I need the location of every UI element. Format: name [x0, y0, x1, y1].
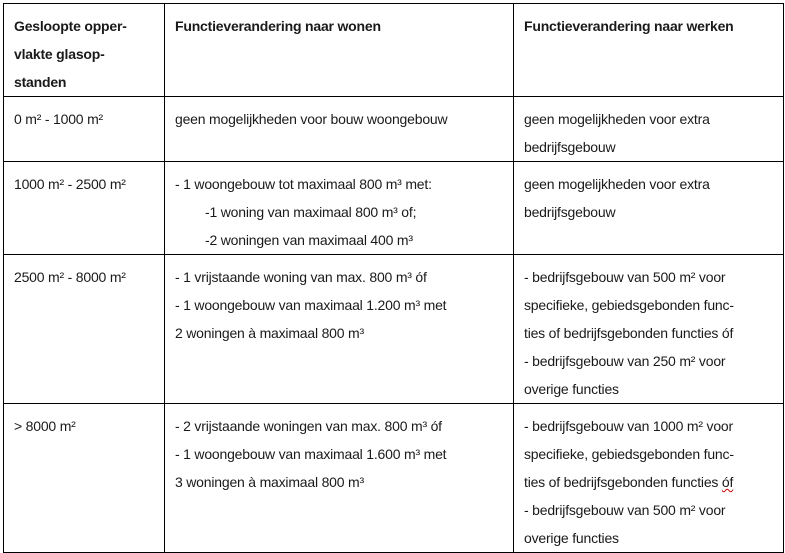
- wonen-line: - 1 woongebouw van maximaal 1.200 m³ met: [175, 297, 447, 313]
- cell-area: [4, 162, 165, 255]
- cell-area: [4, 97, 165, 162]
- header-area-line: vlakte glasop-: [14, 46, 105, 62]
- table-row: [4, 162, 784, 255]
- werken-line: - bedrijfsgebouw van 250 m² voor: [524, 353, 726, 369]
- werken-line: overige functies: [524, 530, 619, 546]
- cell-area: [4, 404, 165, 553]
- area-text: 2500 m² - 8000 m²: [14, 269, 126, 285]
- werken-line: bedrijfsgebouw: [524, 204, 616, 220]
- cell-area: [4, 255, 165, 404]
- cell-werken: [514, 97, 784, 162]
- werken-line: - bedrijfsgebouw van 500 m² voor: [524, 502, 726, 518]
- header-werken: [514, 4, 784, 97]
- cell-werken: [514, 162, 784, 255]
- cell-werken: [514, 255, 784, 404]
- header-area-line: Gesloopte opper-: [14, 18, 127, 34]
- wonen-line-indented: -1 woning van maximaal 800 m³ of;: [205, 204, 417, 220]
- cell-werken: [514, 404, 784, 553]
- area-text: > 8000 m²: [14, 418, 76, 434]
- area-text: 0 m² - 1000 m²: [14, 111, 103, 127]
- wonen-line: - 2 vrijstaande woningen van max. 800 m³ óf: [175, 418, 442, 434]
- werken-line: specifieke, gebiedsgebonden func-: [524, 297, 734, 313]
- cell-wonen: [165, 97, 514, 162]
- wonen-line: 3 woningen à maximaal 800 m³: [175, 474, 364, 490]
- werken-line: - bedrijfsgebouw van 1000 m² voor: [524, 418, 733, 434]
- werken-line: - bedrijfsgebouw van 500 m² voor: [524, 269, 726, 285]
- table-row: [4, 97, 784, 162]
- werken-line-text: ties of bedrijfsgebonden functies: [524, 474, 722, 490]
- wonen-line: geen mogelijkheden voor bouw woongebouw: [175, 111, 448, 127]
- werken-line: bedrijfsgebouw: [524, 139, 616, 155]
- functieverandering-table: [3, 3, 784, 553]
- header-werken-label: Functieverandering naar werken: [524, 18, 734, 34]
- werken-line: geen mogelijkheden voor extra: [524, 111, 710, 127]
- wonen-line-indented: -2 woningen van maximaal 400 m³: [205, 232, 413, 248]
- werken-line: overige functies: [524, 381, 619, 397]
- werken-line: [524, 468, 783, 496]
- table-row: [4, 255, 784, 404]
- header-area: [4, 4, 165, 97]
- wonen-line: 2 woningen à maximaal 800 m³: [175, 325, 364, 341]
- header-wonen-label: Functieverandering naar wonen: [175, 18, 381, 34]
- cell-wonen: [165, 255, 514, 404]
- wonen-line: - 1 woongebouw tot maximaal 800 m³ met:: [175, 176, 432, 192]
- werken-line: specifieke, gebiedsgebonden func-: [524, 446, 734, 462]
- area-text: 1000 m² - 2500 m²: [14, 176, 126, 192]
- header-row: [4, 4, 784, 97]
- werken-line: ties of bedrijfsgebonden functies óf: [524, 325, 734, 341]
- table-row: [4, 404, 784, 553]
- cell-wonen: [165, 404, 514, 553]
- header-wonen: [165, 4, 514, 97]
- spellcheck-flagged-word[interactable]: óf: [721, 474, 734, 490]
- wonen-line: - 1 woongebouw van maximaal 1.600 m³ met: [175, 446, 447, 462]
- cell-wonen: [165, 162, 514, 255]
- wonen-line: - 1 vrijstaande woning van max. 800 m³ óf: [175, 269, 427, 285]
- header-area-line: standen: [14, 74, 67, 90]
- werken-line: geen mogelijkheden voor extra: [524, 176, 710, 192]
